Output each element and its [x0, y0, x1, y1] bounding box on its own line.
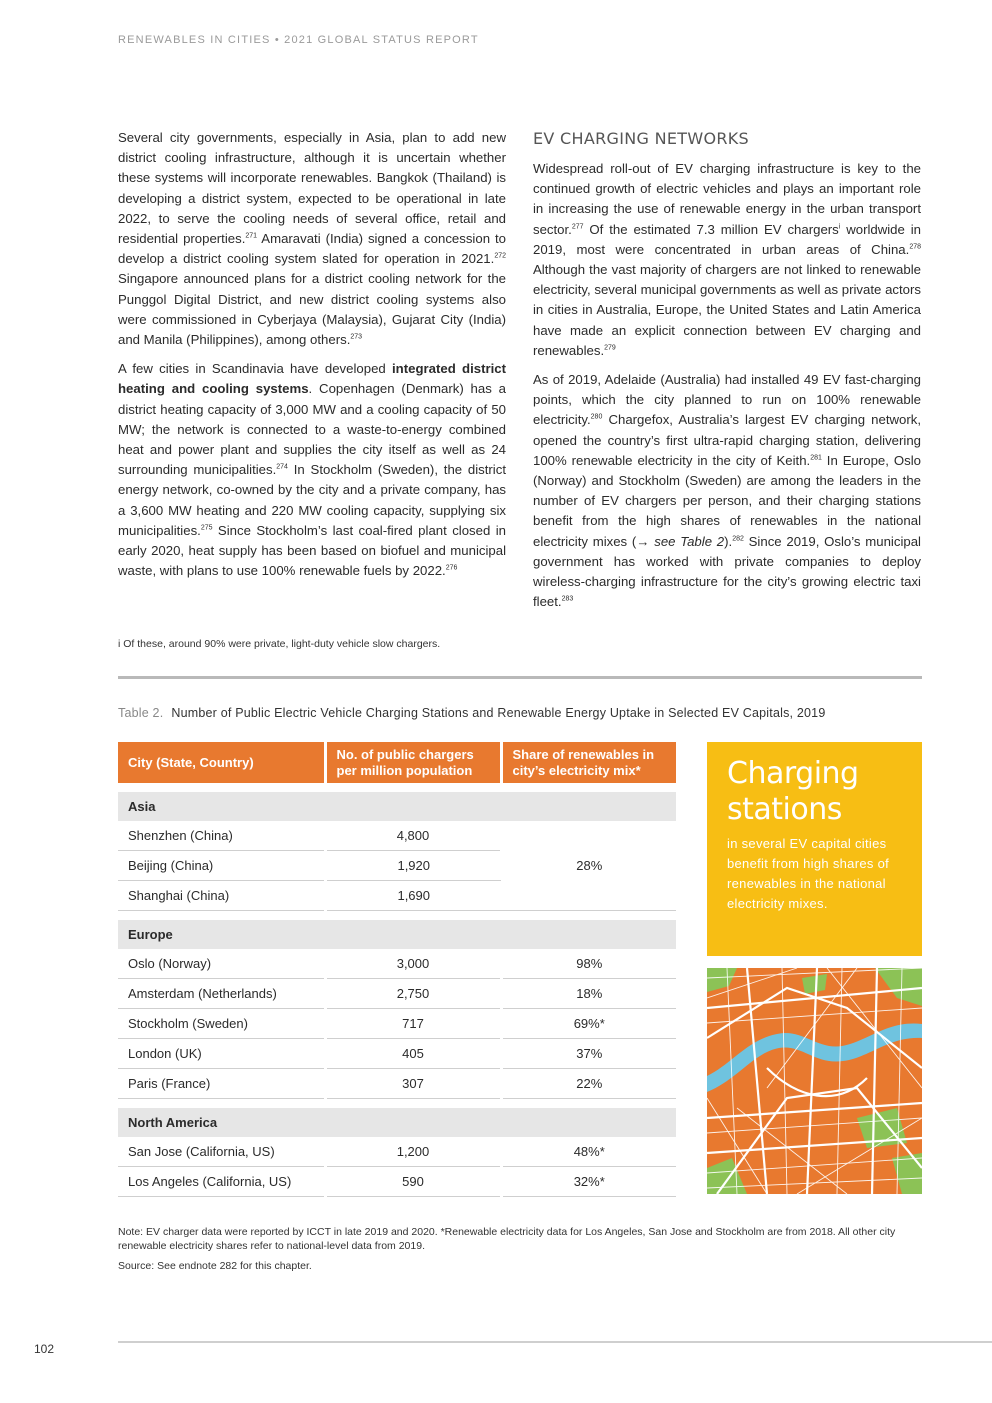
table-row: San Jose (California, US) 1,200 48%* [118, 1137, 676, 1167]
callout-text: in several EV capital cities benefit from high shares of renewables in the national electricity mixes. [727, 836, 890, 911]
section-heading: EV CHARGING NETWORKS [533, 129, 750, 148]
shared-share-cell: 28% [501, 821, 676, 911]
paragraph-ev-infrastructure: Widespread roll-out of EV charging infrastructure is key to the continued growth of electric vehicles and plays an important role in increasing the use of renewable energy in the urban transport sector.$^{277}$ Of the estimated 7.3 million EV chargers$^i$ worldwide in 2019, most were concentrated in urban areas of China.$^{278}$ Although the vast majority of chargers are not linked to renewable electricity, several municipal governments as well as private actors in cities in Australia, Europe, the United States and Latin America have made an explicit connection between EV charging and renewables.$^{279}$ [533, 161, 921, 358]
paragraph-ev-examples: As of 2019, Adelaide (Australia) had installed 49 EV fast-charging points, which the city planned to run on 100% renewable electricity.$^{280}$ Chargefox, Australia’s largest EV charging network, opened the country’s first ultra-rapid charging station, delivering 100% renewable electricity in the city of Keith.$^{281}$ In Europe, Oslo (Norway) and Stockholm (Sweden) are among the leaders in the number of EV chargers per person, and their charging stations benefit from the high shares of renewables in the national electricity mixes (→ see Table 2).$^{282}$ Since 2019, Oslo’s municipal government has worked with private companies to deploy wireless-charging infrastructure for the city’s growing electric taxi fleet.$^{283}$ [533, 372, 921, 610]
right-column [533, 128, 921, 621]
paragraph-district-cooling: Several city governments, especially in Asia, plan to add new district cooling infrastructure, although it is uncertain whether these systems will incorporate renewables. Bangkok (Thailand) is developing a district system, expected to be operational in late 2022, to serve the cooling needs of several office, retail and residential properties.$^{271}$ Amaravati (India) signed a concession to develop a district cooling system slated for operation in 2021.$^{272}$ Singapore announced plans for a district cooling network for the Punggol Digital District, and new district cooling systems also were commissioned in Cyberjaya (Malaysia), Gujarat City (India) and Manila (Philippines), among others.$^{273}$ [118, 130, 506, 348]
table-reference-link[interactable]: → see Table 2 [636, 533, 725, 549]
region-row-asia: Asia [118, 792, 676, 821]
note-text: Note: EV charger data were reported by ICCT in late 2019 and 2020. *Renewable electricity data for Los Angeles, San Jose and Stockholm are from 2018. All other city renewable electricity shares refer to national-level data from 2019. [118, 1226, 896, 1252]
table-row: Oslo (Norway) 3,000 98% [118, 949, 676, 979]
map-graphic [707, 968, 922, 1194]
callout-title: Charging stations [727, 756, 859, 827]
charging-stations-callout [707, 742, 922, 956]
table-row: Beijing (China) 1,920 [118, 851, 676, 881]
table-caption [118, 706, 826, 720]
table-title: Number of Public Electric Vehicle Charging Stations and Renewable Energy Uptake in Selected EV Capitals, 2019 [171, 706, 826, 720]
table-row: Stockholm (Sweden) 717 69%* [118, 1009, 676, 1039]
table-notes [118, 1225, 918, 1279]
section-divider [118, 676, 922, 679]
footnote: i Of these, around 90% were private, light-duty vehicle slow chargers. [118, 638, 441, 650]
column-header-renewables: Share of renewables in city’s electricity mix* [501, 742, 676, 783]
region-row-europe: Europe [118, 920, 676, 949]
paragraph-district-heating: A few cities in Scandinavia have developed integrated district heating and cooling systems. Copenhagen (Denmark) has a district heating capacity of 3,000 MW and a cooling capacity of 50 MW; the network is connected to a waste-to-energy combined heat and power plant and supplies the city itself as well as 24 surrounding municipalities.$^{274}$ In Stockholm (Sweden), the district energy network, co-owned by the city and a private company, has a 3,600 MW heating and 220 MW cooling capacity, supplying six municipalities.$^{275}$ Since Stockholm’s last coal-fired plant closed in early 2020, heat supply has been based on biofuel and municipal waste, with plans to use 100% renewable fuels by 2022.$^{276}$ [118, 361, 506, 579]
table-row: Paris (France) 307 22% [118, 1069, 676, 1099]
table-row: Shanghai (China) 1,690 [118, 881, 676, 911]
source-text: Source: See endnote 282 for this chapter. [118, 1260, 312, 1272]
column-header-chargers: No. of public chargers per million population [325, 742, 501, 783]
region-row-north-america: North America [118, 1108, 676, 1137]
page-number: 102 [34, 1342, 55, 1356]
table-header-row [118, 742, 676, 783]
running-header: RENEWABLES IN CITIES • 2021 GLOBAL STATUS REPORT [118, 34, 479, 46]
city-map-illustration [707, 968, 922, 1194]
table-row: Shenzhen (China) 4,800 28% [118, 821, 676, 851]
table-number: Table 2. [118, 706, 164, 720]
table-row: Amsterdam (Netherlands) 2,750 18% [118, 979, 676, 1009]
footer-divider [118, 1341, 992, 1343]
column-header-city: City (State, Country) [118, 742, 325, 783]
table-row: Los Angeles (California, US) 590 32%* [118, 1167, 676, 1197]
table-row: London (UK) 405 37% [118, 1039, 676, 1069]
left-column [118, 128, 506, 590]
ev-charging-table [118, 742, 676, 1197]
